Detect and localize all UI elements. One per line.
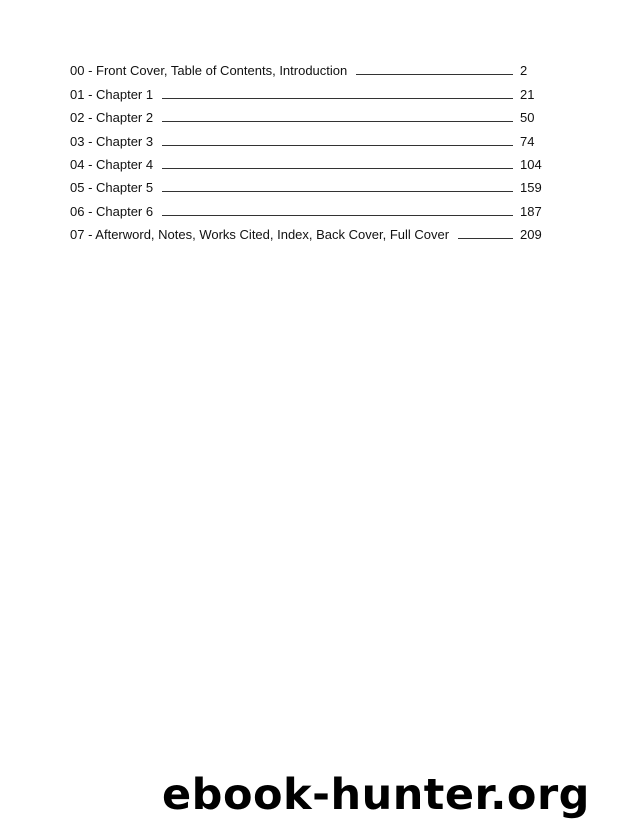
toc-leader-line — [162, 121, 513, 122]
toc-entry-page: 187 — [520, 203, 542, 219]
toc-entry-page: 21 — [520, 86, 535, 102]
toc-entry-04[interactable] — [70, 150, 546, 173]
toc-entry-title: 04 - Chapter 4 — [70, 156, 154, 172]
toc-entry-05[interactable] — [70, 173, 546, 196]
toc-entry-title: 05 - Chapter 5 — [70, 180, 154, 196]
watermark-text: ebook-hunter.org — [162, 770, 590, 820]
toc-leader-line — [162, 191, 513, 192]
toc-entry-01[interactable] — [70, 79, 546, 102]
toc-entry-title: 00 - Front Cover, Table of Contents, Introduction — [70, 63, 348, 79]
toc-entry-title: 01 - Chapter 1 — [70, 86, 154, 102]
toc-entry-title: 03 - Chapter 3 — [70, 133, 154, 149]
toc-entry-00[interactable] — [70, 56, 546, 79]
toc-leader-line — [356, 74, 513, 75]
toc-leader-line — [162, 98, 513, 99]
toc-entry-page: 159 — [520, 180, 542, 196]
toc-entry-title: 02 - Chapter 2 — [70, 110, 154, 126]
toc-leader-line — [162, 168, 513, 169]
table-of-contents — [70, 56, 546, 243]
toc-entry-page: 74 — [520, 133, 535, 149]
toc-entry-03[interactable] — [70, 126, 546, 149]
toc-entry-page: 50 — [520, 110, 535, 126]
toc-leader-line — [458, 238, 513, 239]
toc-leader-line — [162, 145, 513, 146]
toc-entry-page: 209 — [520, 227, 542, 243]
toc-entry-title: 07 - Afterword, Notes, Works Cited, Index, Back Cover, Full Cover — [70, 227, 450, 243]
toc-leader-line — [162, 215, 513, 216]
toc-entry-02[interactable] — [70, 103, 546, 126]
toc-entry-07[interactable] — [70, 220, 546, 243]
toc-entry-page: 104 — [520, 156, 542, 172]
toc-entry-06[interactable] — [70, 196, 546, 219]
toc-entry-page: 2 — [520, 63, 528, 79]
toc-entry-title: 06 - Chapter 6 — [70, 203, 154, 219]
